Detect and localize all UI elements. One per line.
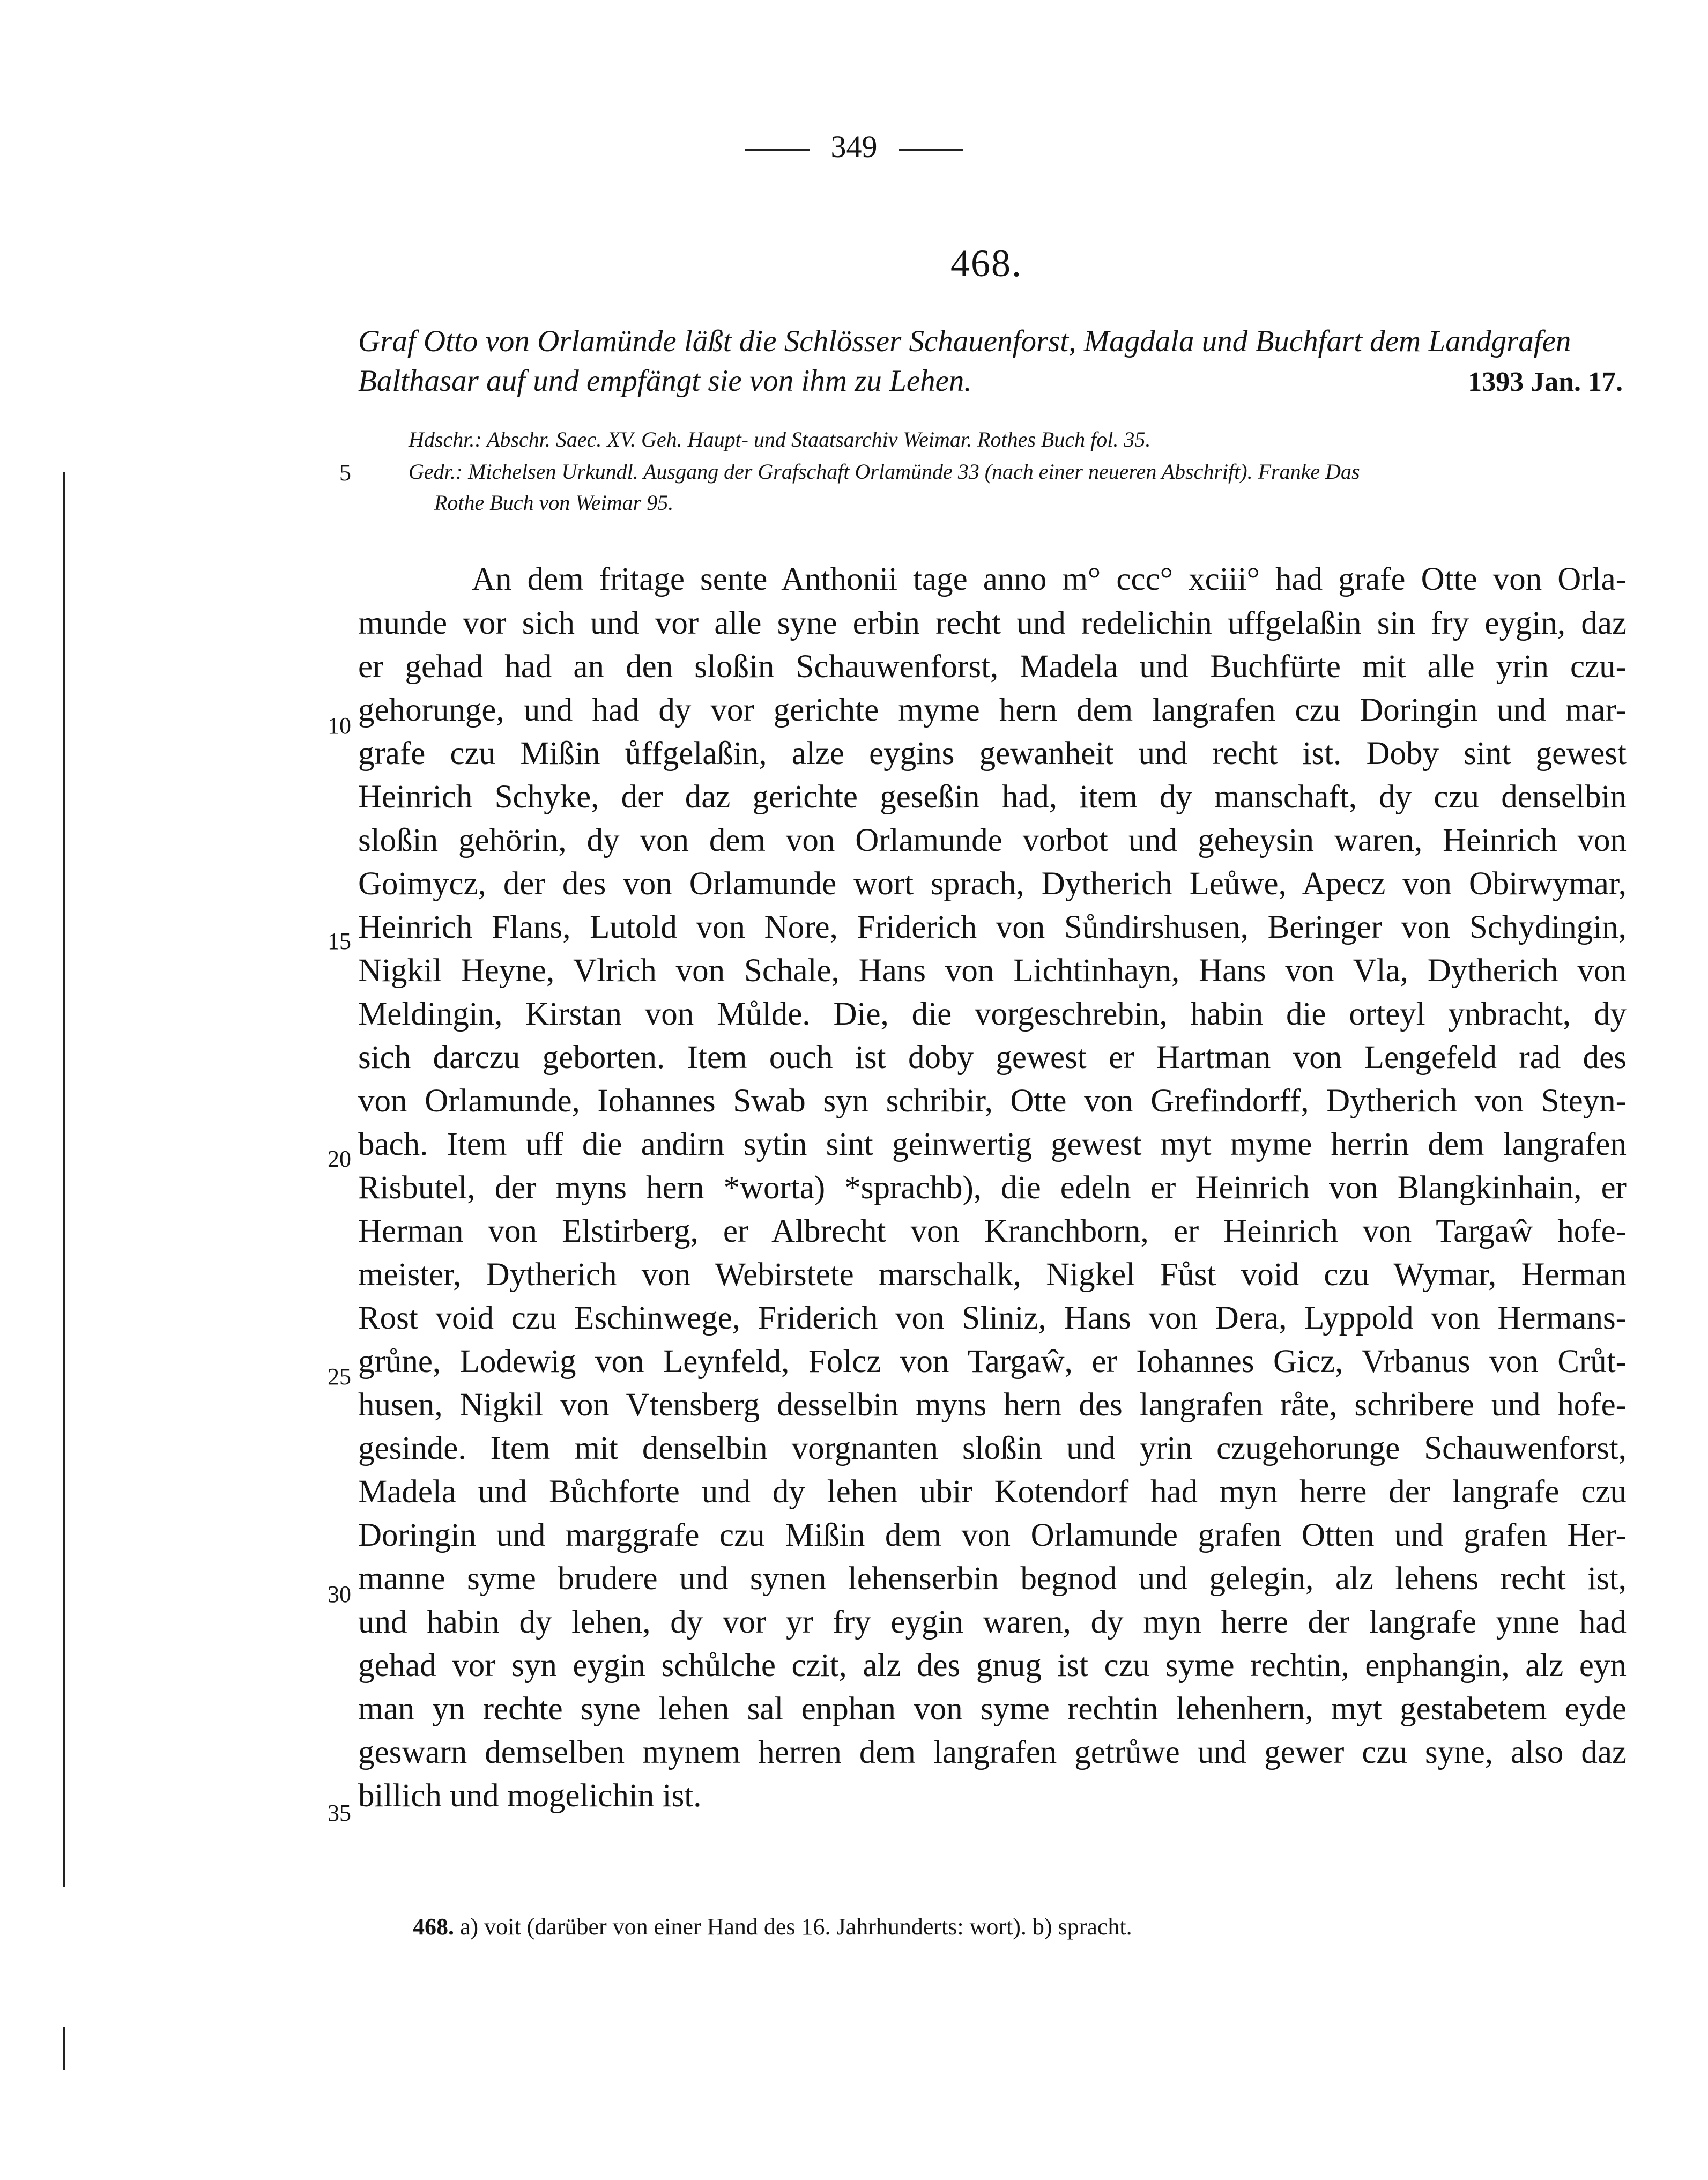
body-line: husen, Nigkil von Vtensberg desselbin myns hern des langrafen råte, schribere und hofe- [358,1387,1627,1423]
source-line-3: Rothe Buch von Weimar 95. [434,491,674,515]
line-number-15: 15 [328,928,351,954]
body-line: grafe czu Mißin ůffgelaßin, alze eygins gewanheit und recht ist. Doby sint gewest [358,736,1627,772]
rule-left [745,149,810,151]
body-line: Nigkil Heyne, Vlrich von Schale, Hans von Lichtinhayn, Hans von Vla, Dytherich von [358,953,1627,989]
line-number-20: 20 [328,1146,351,1172]
rule-right [899,149,963,151]
body-line: sloßin gehörin, dy von dem von Orlamunde vorbot und geheysin waren, Heinrich von [358,822,1627,858]
footnote [413,1913,1132,1940]
line-number-30: 30 [328,1581,351,1607]
body-line: gehorunge, und had dy vor gerichte myme hern dem langrafen czu Doringin und mar- [358,692,1627,728]
body-line: Madela und Bůchforte und dy lehen ubir Kotendorf had myn herre der langrafe czu [358,1474,1627,1510]
page-number [0,129,1708,165]
footnote-a: a) voit (darüber von einer Hand des 16. Jahrhunderts: wort). [460,1914,1027,1940]
body-line: Rost void czu Eschinwege, Friderich von Sliniz, Hans von Dera, Lyppold von Hermans- [358,1300,1627,1336]
body-line: grůne, Lodewig von Leynfeld, Folcz von Targaŵ, er Iohannes Gicz, Vrbanus von Crůt- [358,1344,1627,1380]
source-line-1: Hdschr.: Abschr. Saec. XV. Geh. Haupt- und Staatsarchiv Weimar. Rothes Buch fol. 35. [409,427,1151,451]
body-line: Meldingin, Kirstan von Můlde. Die, die vorgeschrebin, habin die orteyl ynbracht, dy [358,996,1627,1032]
heading-line-2: Balthasar auf und empfängt sie von ihm zu Lehen. [358,364,972,398]
line-number-35: 35 [328,1800,351,1826]
body-line: billich und mogelichin ist. [358,1778,702,1814]
body-line: gehad vor syn eygin schůlche czit, alz des gnug ist czu syme rechtin, enphangin, alz eyn [358,1648,1627,1684]
document-number: 468. [950,242,1022,285]
page-number-text: 349 [830,129,878,164]
body-line: Doringin und marggrafe czu Mißin dem von Orlamunde grafen Otten und grafen Her- [358,1517,1627,1553]
body-line: und habin dy lehen, dy vor yr fry eygin waren, dy myn herre der langrafe ynne had [358,1604,1627,1640]
body-line: An dem fritage sente Anthonii tage anno m° ccc° xciii° had grafe Otte von Orla- [472,561,1627,597]
body-line: von Orlamunde, Iohannes Swab syn schribir, Otte von Grefindorff, Dytherich von Steyn- [358,1083,1627,1119]
body-line: Heinrich Flans, Lutold von Nore, Friderich von Sůndirshusen, Beringer von Schydingin, [358,909,1627,945]
body-line: Goimycz, der des von Orlamunde wort sprach, Dytherich Leůwe, Apecz von Obirwymar, [358,866,1627,902]
body-line: munde vor sich und vor alle syne erbin recht und redelichin uffgelaßin sin fry eygin, daz [358,605,1627,641]
document-date: 1393 Jan. 17. [1468,367,1623,397]
body-line: gesinde. Item mit denselbin vorgnanten sloßin und yrin czugehorunge Schauwenforst, [358,1430,1627,1466]
body-line: manne syme brudere und synen lehenserbin begnod und gelegin, alz lehens recht ist, [358,1561,1627,1597]
heading-line-1: Graf Otto von Orlamünde läßt die Schlösser Schauenforst, Magdala und Buchfart dem Landgrafen [358,324,1571,358]
margin-rule-mark [63,2027,65,2070]
margin-rule [63,472,65,1887]
body-line: Heinrich Schyke, der daz gerichte geseßin had, item dy manschaft, dy czu denselbin [358,779,1627,815]
body-line: meister, Dytherich von Webirstete marschalk, Nigkel Fůst void czu Wymar, Herman [358,1257,1627,1293]
line-number-5: 5 [339,459,351,486]
body-line: Herman von Elstirberg, er Albrecht von Kranchborn, er Heinrich von Targaŵ hofe- [358,1213,1627,1249]
body-line: bach. Item uff die andirn sytin sint geinwertig gewest myt myme herrin dem langrafen [358,1126,1627,1162]
body-line: man yn rechte syne lehen sal enphan von syme rechtin lehenhern, myt gestabetem eyde [358,1691,1627,1727]
body-line: Risbutel, der myns hern *worta) *sprachb), die edeln er Heinrich von Blangkinhain, er [358,1170,1627,1206]
body-line: sich darczu geborten. Item ouch ist doby gewest er Hartman von Lengefeld rad des [358,1040,1627,1076]
body-line: geswarn demselben mynem herren dem langrafen getrůwe und gewer czu syne, also daz [358,1734,1627,1770]
footnote-b: b) spracht. [1032,1914,1132,1940]
footnote-ref: 468. [413,1914,454,1940]
line-number-10: 10 [328,713,351,739]
source-line-2: Gedr.: Michelsen Urkundl. Ausgang der Grafschaft Orlamünde 33 (nach einer neueren Abschrift). Franke Das [409,459,1360,484]
line-number-25: 25 [328,1363,351,1390]
body-line: er gehad had an den sloßin Schauwenforst, Madela und Buchfürte mit alle yrin czu- [358,649,1627,685]
